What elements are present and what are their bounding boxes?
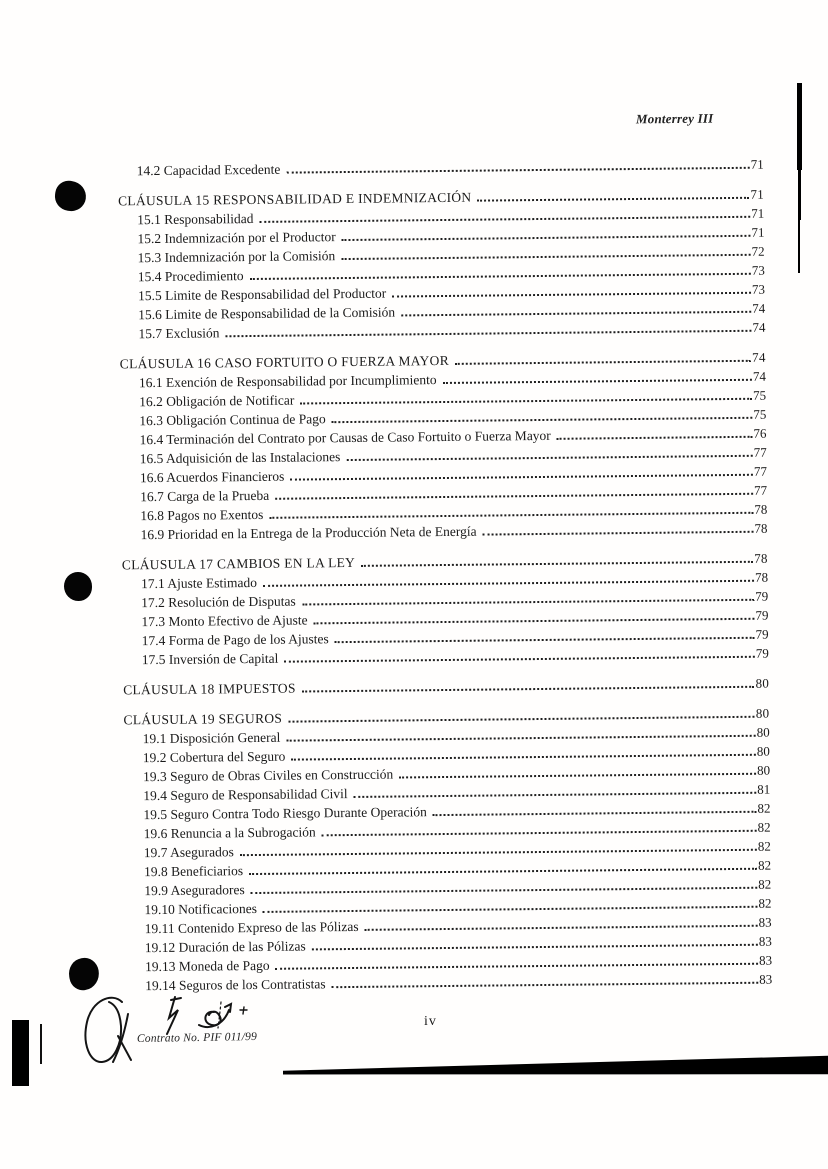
- toc-entry-page: 74: [752, 300, 766, 316]
- toc-entry-label: CLÁUSULA 18 IMPUESTOS: [123, 680, 296, 698]
- toc-entry-label: 19.3 Seguro de Obras Civiles en Construcción: [142, 766, 394, 785]
- toc-entry-page: 74: [752, 349, 766, 365]
- toc-entry-page: 82: [757, 819, 771, 835]
- toc-entry-page: 77: [753, 463, 767, 479]
- toc-entry-label: 19.4 Seguro de Responsabilidad Civil: [143, 786, 348, 804]
- dot-leader: [302, 685, 755, 693]
- toc-entry-label: 15.4 Procedimiento: [137, 268, 244, 285]
- toc-entry-page: 82: [758, 876, 772, 892]
- toc-entry-label: CLÁUSULA 15 RESPONSABILIDAD E INDEMNIZACIÓN: [117, 189, 472, 209]
- toc-entry-label: 17.5 Inversión de Capital: [141, 650, 279, 668]
- toc-entry-label: 16.1 Exención de Responsabilidad por Incumplimiento: [138, 372, 437, 391]
- toc-entry-page: 83: [758, 952, 773, 968]
- toc-entry-page: 71: [750, 156, 764, 172]
- toc-entry-label: 16.7 Carga de la Prueba: [140, 487, 270, 505]
- toc-entry-page: 83: [759, 971, 773, 987]
- toc-entry: [118, 157, 764, 183]
- toc-entry-page: 79: [755, 626, 769, 642]
- toc-entry-label: 19.2 Cobertura del Seguro: [142, 748, 286, 766]
- toc-entry-label: 19.8 Beneficiarios: [143, 863, 244, 880]
- dot-leader: [284, 655, 755, 663]
- dot-leader: [300, 397, 752, 405]
- toc-entry-label: 19.11 Contenido Expreso de las Pólizas: [144, 918, 359, 937]
- toc-entry-label: 16.4 Terminación del Contrato por Causas de Caso Fortuito o Fuerza Mayor: [139, 427, 551, 448]
- toc-entry-page: 71: [751, 224, 765, 240]
- dot-leader: [335, 636, 755, 643]
- toc-entry-label: 15.3 Indemnización por la Comisión: [137, 248, 336, 266]
- dot-leader: [225, 329, 751, 338]
- dot-leader: [312, 943, 758, 951]
- dot-leader: [483, 530, 754, 536]
- toc-entry-label: CLÁUSULA 16 CASO FORTUITO O FUERZA MAYOR: [119, 352, 450, 372]
- toc-entry-page: 78: [754, 501, 768, 517]
- toc-entry-page: 77: [753, 444, 767, 460]
- toc-entry-page: 72: [751, 243, 765, 259]
- toc-entry-label: 16.5 Adquisición de las Instalaciones: [139, 449, 341, 467]
- toc-entry-label: 14.2 Capacidad Excedente: [136, 161, 281, 179]
- toc-entry-page: 80: [755, 705, 770, 721]
- toc-entry-label: 16.8 Pagos no Exentos: [140, 506, 264, 524]
- dot-leader: [263, 905, 758, 913]
- toc-entry-label: 15.7 Exclusión: [138, 325, 220, 342]
- dot-leader: [354, 791, 757, 798]
- dot-leader: [314, 617, 755, 625]
- dot-leader: [399, 772, 756, 779]
- toc-entry-label: CLÁUSULA 17 CAMBIOS EN LA LEY: [121, 554, 356, 573]
- toc-entry-label: 16.3 Obligación Continua de Pago: [139, 411, 326, 429]
- dot-leader: [322, 829, 757, 837]
- hole-punch-mark-top: [53, 179, 88, 213]
- dot-leader: [249, 867, 757, 875]
- dot-leader: [332, 981, 759, 988]
- toc-entry-page: 73: [751, 262, 765, 278]
- toc-entry-label: 16.9 Prioridad en la Entrega de la Producción Neta de Energía: [140, 523, 477, 543]
- page-number: iv: [424, 1014, 437, 1029]
- dot-leader: [286, 734, 755, 742]
- toc-entry-page: 83: [758, 914, 772, 930]
- toc-entry-page: 76: [753, 425, 767, 441]
- toc-entry-page: 81: [757, 781, 771, 797]
- toc-entry-label: CLÁUSULA 19 SEGUROS: [123, 710, 283, 728]
- toc-entry-page: 77: [754, 482, 768, 498]
- toc-entry-page: 80: [756, 762, 771, 778]
- dot-leader: [455, 359, 751, 365]
- toc-entry-page: 74: [752, 368, 766, 384]
- dot-leader: [263, 579, 754, 587]
- toc-entry-page: 73: [751, 281, 766, 297]
- dot-leader: [401, 310, 751, 317]
- toc-entry-page: 80: [756, 724, 770, 740]
- toc-entry-label: 19.1 Disposición General: [142, 729, 281, 747]
- dot-leader: [290, 473, 753, 481]
- scan-edge-corner-mark: [12, 1020, 29, 1086]
- toc-entry-page: 82: [757, 857, 772, 873]
- toc-entry-label: 17.4 Forma de Pago de los Ajustes: [141, 631, 329, 649]
- toc-entry-label: 19.10 Notificaciones: [144, 900, 258, 918]
- toc-entry-label: 19.7 Asegurados: [143, 844, 234, 861]
- toc-entry-page: 71: [750, 186, 765, 202]
- toc-entry-page: 79: [755, 588, 769, 604]
- dot-leader: [250, 272, 751, 280]
- hole-punch-mark-bottom: [66, 956, 101, 993]
- dot-leader: [251, 886, 758, 894]
- dot-leader: [342, 234, 751, 241]
- dot-leader: [260, 215, 751, 223]
- toc-entry-label: 15.2 Indemnización por el Productor: [137, 229, 336, 247]
- dot-leader: [557, 435, 753, 440]
- toc-entry-page: 79: [755, 607, 769, 623]
- toc-entry-label: 17.1 Ajuste Estimado: [140, 574, 258, 592]
- toc-entry-label: 17.2 Resolución de Disputas: [141, 593, 296, 611]
- toc-entry-label: 19.5 Seguro Contra Todo Riesgo Durante Operación: [143, 804, 427, 823]
- dot-leader: [332, 416, 753, 423]
- toc-entry-page: 83: [758, 933, 772, 949]
- toc-entry-page: 82: [758, 895, 772, 911]
- toc-entry-label: 19.12 Duración de las Pólizas: [144, 938, 306, 956]
- toc-entry-page: 79: [755, 645, 769, 661]
- toc-entry-label: 19.6 Renuncia a la Subrogación: [143, 824, 316, 842]
- toc-entry-page: 80: [755, 675, 770, 691]
- toc-entry-page: 78: [754, 550, 768, 566]
- scan-edge-bar-right: [795, 83, 803, 273]
- dot-leader: [477, 196, 749, 202]
- scan-line-artifact: [40, 1024, 42, 1064]
- dot-leader: [443, 378, 752, 384]
- toc-entry-page: 78: [754, 520, 768, 536]
- toc-entry-label: 17.3 Monto Efectivo de Ajuste: [141, 612, 308, 630]
- dot-leader: [361, 560, 753, 567]
- scan-edge-bar-bottom: [283, 1054, 828, 1076]
- toc-entry-page: 71: [751, 205, 765, 221]
- hole-punch-mark-middle: [64, 572, 92, 601]
- toc-entry-label: 16.6 Acuerdos Financieros: [139, 468, 285, 486]
- dot-leader: [291, 753, 756, 761]
- toc-entry-label: 16.2 Obligación de Notificar: [139, 392, 295, 410]
- dot-leader: [288, 715, 755, 723]
- dot-leader: [392, 291, 751, 298]
- toc-entry-label: 19.13 Moneda de Pago: [144, 957, 270, 975]
- toc-entry-label: 15.6 Limite de Responsabilidad de la Comisión: [138, 304, 396, 323]
- toc-entry-page: 75: [753, 387, 767, 403]
- toc-entry-label: 19.9 Aseguradores: [144, 882, 245, 899]
- dot-leader: [433, 810, 757, 816]
- toc-entry-label: 19.14 Seguros de los Contratistas: [145, 976, 326, 994]
- footer-contract-number: Contrato No. PIF 011/99: [136, 1030, 258, 1046]
- dot-leader: [341, 253, 750, 260]
- toc-entry-page: 82: [757, 838, 771, 854]
- toc-entry-page: 75: [753, 406, 767, 422]
- toc-entry-page: 80: [756, 743, 770, 759]
- toc-entry-page: 82: [757, 800, 771, 816]
- dot-leader: [286, 166, 749, 174]
- toc-entry-page: 78: [754, 569, 769, 585]
- dot-leader: [302, 598, 755, 606]
- toc-entry-label: 15.1 Responsabilidad: [137, 210, 254, 228]
- running-header: Monterrey III: [635, 110, 714, 127]
- toc-entry-page: 74: [752, 319, 766, 335]
- dot-leader: [365, 924, 758, 931]
- table-of-contents: [118, 157, 773, 998]
- dot-leader: [240, 848, 757, 856]
- dot-leader: [276, 962, 759, 970]
- dot-leader: [275, 492, 753, 500]
- dot-leader: [346, 454, 752, 461]
- signature: [78, 990, 268, 1075]
- toc-entry-label: 15.5 Limite de Responsabilidad del Productor: [137, 285, 387, 304]
- dot-leader: [269, 511, 753, 519]
- toc-entry: [123, 676, 769, 702]
